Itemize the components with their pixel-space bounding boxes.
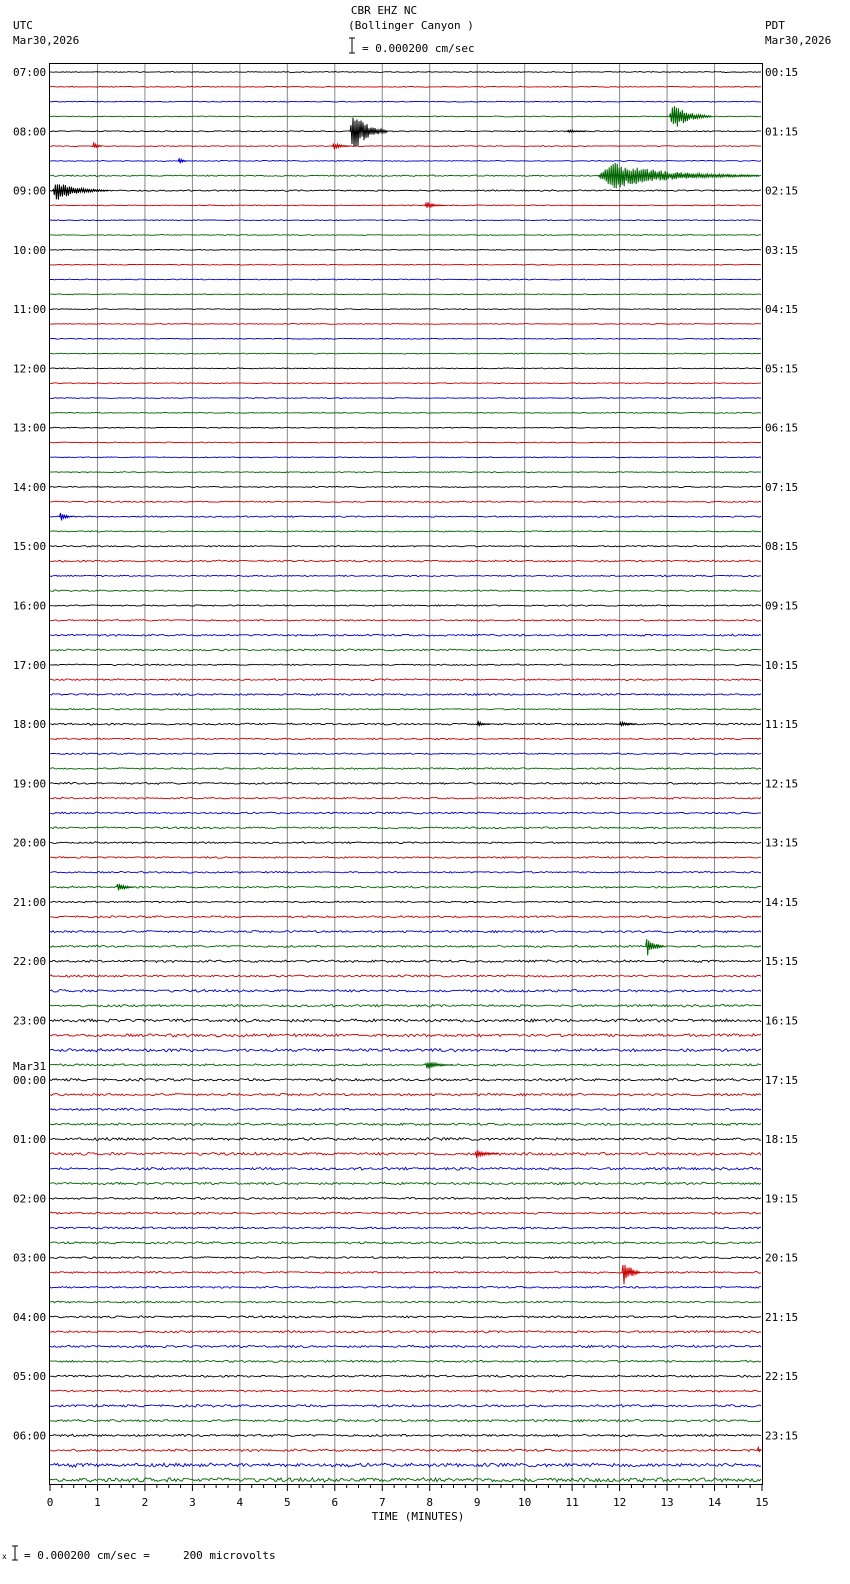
pdt-hour-labels [765,66,798,1442]
trace-13 [50,264,761,265]
trace-95 [50,1478,761,1483]
utc-label-0100: 01:00 [13,1133,47,1147]
utc-label-1300: 13:00 [13,421,47,435]
pdt-label-1015: 10:15 [765,658,799,672]
trace-62 [50,990,761,993]
pdt-label-0515: 05:15 [765,362,799,376]
event-7 [52,184,108,199]
trace-17 [50,324,761,325]
trace-61 [50,975,761,977]
x-tick-label-0: 0 [46,1496,54,1509]
trace-26 [50,457,761,458]
trace-8 [50,190,761,192]
utc-label-0700: 07:00 [13,66,47,79]
trace-42 [50,693,761,695]
left-date: Mar30,2026 [13,34,80,47]
trace-74 [50,1167,761,1170]
trace-89 [50,1390,761,1392]
x-axis-ticks [47,1484,769,1509]
trace-12 [50,249,761,250]
trace-40 [50,664,761,666]
pdt-label-0915: 09:15 [765,599,799,613]
utc-hour-labels [13,66,46,1442]
utc-label-0300: 03:00 [13,1251,47,1265]
trace-64 [50,1019,761,1022]
trace-51 [50,827,761,829]
trace-49 [50,797,761,799]
pdt-label-0815: 08:15 [765,540,799,554]
utc-label-1400: 14:00 [13,480,47,494]
chart-subtitle: (Bollinger Canyon ) [348,19,474,32]
trace-52 [50,842,761,844]
x-tick-label-15: 15 [755,1496,769,1509]
trace-54 [50,871,761,873]
event-12 [117,884,135,891]
utc-label-1200: 12:00 [13,362,47,376]
utc-label-1600: 16:00 [13,599,47,613]
utc-label-0000: 00:00 [13,1073,47,1087]
event-15 [475,1150,498,1158]
svg-text:x: x [2,1552,7,1561]
trace-34 [50,575,761,577]
trace-85 [50,1331,761,1333]
trace-41 [50,679,761,681]
trace-46 [50,753,761,755]
utc-label-0200: 02:00 [13,1192,47,1206]
pdt-label-0615: 06:15 [765,421,799,435]
trace-60 [50,960,761,963]
trace-66 [50,1049,761,1052]
right-date: Mar30,2026 [765,34,832,47]
seismic-traces [50,72,761,1483]
event-1 [350,118,387,147]
event-13 [646,939,664,955]
trace-75 [50,1182,761,1185]
trace-31 [50,531,761,532]
scale-bar-icon [349,38,355,53]
trace-25 [50,442,761,443]
utc-label-2200: 22:00 [13,955,47,969]
pdt-label-0715: 07:15 [765,480,799,494]
trace-20 [50,368,761,369]
pdt-label-1715: 17:15 [765,1073,799,1087]
event-16 [622,1265,640,1284]
plot-frame [50,64,763,1485]
trace-91 [50,1419,761,1422]
trace-10 [50,220,761,221]
utc-label-0600: 06:00 [13,1429,47,1443]
pdt-label-2215: 22:15 [765,1370,799,1384]
utc-label-1000: 10:00 [13,243,47,257]
x-tick-label-3: 3 [189,1496,196,1509]
pdt-label-2015: 20:15 [765,1251,799,1265]
footer-scale-label: = 0.000200 cm/sec = 200 microvolts [24,1549,276,1562]
trace-27 [50,472,761,473]
trace-18 [50,338,761,339]
trace-0 [50,72,761,73]
trace-28 [50,486,761,487]
x-axis-label: TIME (MINUTES) [371,1510,465,1523]
trace-24 [50,427,761,428]
x-tick-label-9: 9 [473,1496,481,1509]
trace-80 [50,1257,761,1259]
right-timezone: PDT [765,19,785,32]
x-tick-label-4: 4 [236,1496,244,1509]
trace-90 [50,1405,761,1408]
trace-35 [50,590,761,592]
x-tick-label-11: 11 [565,1496,579,1509]
trace-38 [50,634,761,636]
utc-label-1500: 15:00 [13,540,47,554]
x-tick-label-8: 8 [426,1496,434,1509]
trace-45 [50,738,761,740]
pdt-label-1115: 11:15 [765,718,799,732]
trace-84 [50,1316,761,1318]
trace-93 [50,1449,761,1452]
trace-33 [50,560,761,562]
utc-label-1100: 11:00 [13,303,47,317]
trace-43 [50,709,761,711]
trace-76 [50,1197,761,1199]
trace-92 [50,1434,761,1436]
trace-22 [50,398,761,399]
trace-29 [50,501,761,503]
pdt-label-2115: 21:15 [765,1310,799,1324]
trace-78 [50,1227,761,1229]
utc-label-0400: 04:00 [13,1310,47,1324]
x-tick-label-12: 12 [612,1496,627,1509]
x-tick-label-5: 5 [284,1496,291,1509]
trace-81 [50,1272,761,1274]
x-tick-label-14: 14 [707,1496,722,1509]
utc-label-0500: 05:00 [13,1370,47,1384]
trace-32 [50,546,761,548]
trace-53 [50,857,761,859]
pdt-label-0115: 01:15 [765,125,799,139]
trace-9 [50,205,761,206]
trace-87 [50,1360,761,1362]
trace-21 [50,383,761,384]
trace-57 [50,916,761,918]
trace-3 [50,116,761,117]
trace-11 [50,235,761,236]
event-9 [60,513,74,520]
utc-label-1800: 18:00 [13,718,47,732]
x-tick-label-7: 7 [378,1496,386,1509]
trace-4 [50,131,761,132]
trace-5 [50,146,761,147]
x-tick-label-13: 13 [660,1496,674,1509]
trace-82 [50,1286,761,1288]
trace-77 [50,1212,761,1214]
trace-1 [50,86,761,87]
trace-65 [50,1034,761,1037]
trace-48 [50,782,761,784]
event-11 [620,722,638,726]
trace-58 [50,930,761,932]
trace-79 [50,1242,761,1244]
trace-23 [50,412,761,413]
event-6 [598,163,759,189]
utc-label-2300: 23:00 [13,1014,47,1028]
left-timezone: UTC [13,19,33,32]
event-0 [669,106,711,126]
trace-50 [50,812,761,814]
event-8 [425,202,443,207]
pdt-label-1215: 12:15 [765,777,799,791]
trace-71 [50,1123,761,1126]
pdt-label-0415: 04:15 [765,303,799,317]
trace-30 [50,516,761,518]
utc-date-label: Mar31 [13,1059,47,1073]
event-5 [178,159,187,163]
event-14 [425,1062,453,1068]
utc-label-1900: 19:00 [13,777,47,791]
trace-86 [50,1345,761,1348]
pdt-label-1415: 14:15 [765,895,799,909]
trace-16 [50,309,761,310]
trace-69 [50,1093,761,1096]
scale-label: = 0.000200 cm/sec [362,42,475,55]
trace-88 [50,1375,761,1377]
trace-6 [50,160,761,161]
trace-36 [50,605,761,607]
trace-15 [50,294,761,295]
pdt-label-2315: 23:15 [765,1429,799,1443]
trace-37 [50,620,761,622]
footer-scale-bar-icon [2,1546,18,1561]
event-10 [477,722,491,726]
utc-label-2100: 21:00 [13,895,47,909]
trace-19 [50,353,761,354]
x-tick-label-10: 10 [518,1496,532,1509]
x-tick-label-2: 2 [141,1496,149,1509]
trace-94 [50,1463,761,1467]
chart-title: CBR EHZ NC [350,4,418,17]
trace-47 [50,768,761,770]
trace-14 [50,279,761,280]
seismic-events [52,106,761,1451]
trace-67 [50,1064,761,1066]
pdt-label-1815: 18:15 [765,1133,799,1147]
pdt-label-0215: 02:15 [765,184,799,198]
trace-73 [50,1152,761,1155]
pdt-label-0015: 00:15 [765,66,799,79]
trace-55 [50,886,761,888]
x-tick-label-1: 1 [94,1496,101,1509]
utc-label-0800: 08:00 [13,125,47,139]
trace-70 [50,1108,761,1111]
trace-83 [50,1301,761,1303]
trace-39 [50,649,761,651]
utc-label-1700: 17:00 [13,658,47,672]
trace-56 [50,901,761,903]
trace-44 [50,723,761,725]
pdt-label-1515: 15:15 [765,955,799,969]
trace-63 [50,1004,761,1007]
x-tick-label-6: 6 [331,1496,339,1509]
pdt-label-0315: 03:15 [765,243,799,257]
pdt-label-1315: 13:15 [765,836,799,850]
trace-72 [50,1138,761,1141]
pdt-label-1915: 19:15 [765,1192,799,1206]
utc-label-2000: 20:00 [13,836,47,850]
trace-68 [50,1078,761,1081]
trace-2 [50,101,761,102]
pdt-label-1615: 16:15 [765,1014,799,1028]
utc-label-0900: 09:00 [13,184,47,198]
